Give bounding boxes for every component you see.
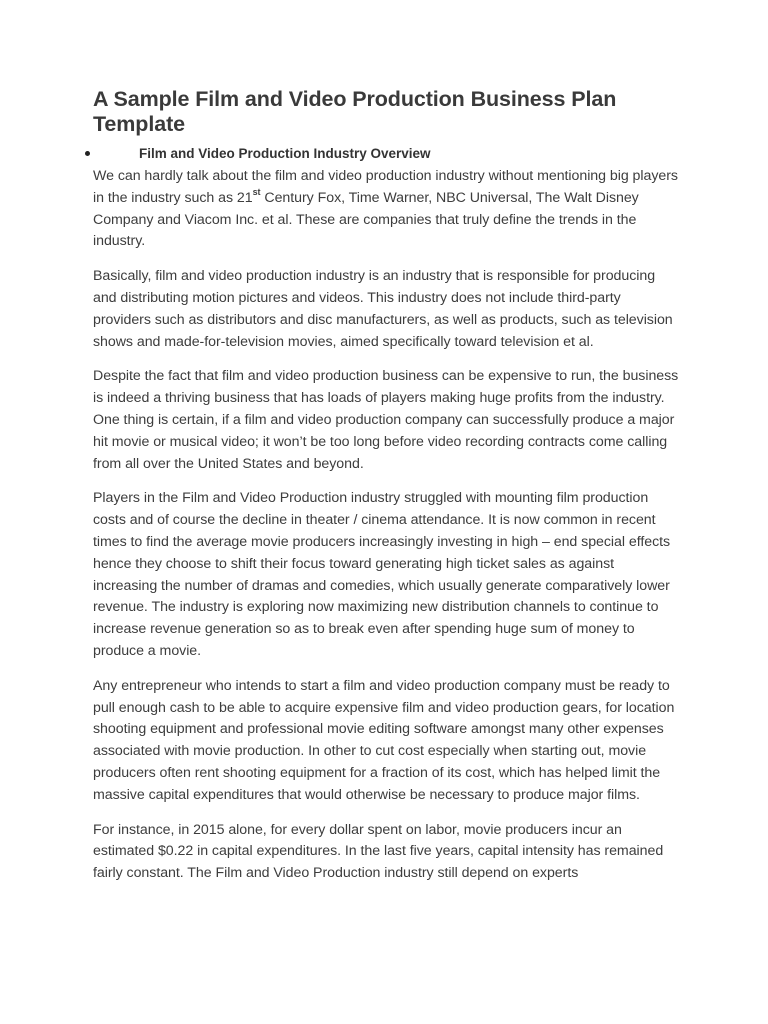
bullet-icon [85,151,90,156]
document-title: A Sample Film and Video Production Business Plan Template [93,87,617,136]
paragraph-3: Despite the fact that film and video production business can be expensive to run, the business is indeed a thriving business that has loads of players making huge profits from the industry. One thing is certain, if a film and video production company can successfully produce a major hit movie or musical video; it won’t be too long before video recording contracts come calling from all over the United States and beyond. [93,368,679,472]
section-bullet [93,144,679,164]
paragraph-6: For instance, in 2015 alone, for every dollar spent on labor, movie producers incur an estimated $0.22 in capital expenditures. In the last five years, capital intensity has remained fairly constant. The Film and Video Production industry still depend on experts [93,821,664,882]
paragraph-2: Basically, film and video production industry is an industry that is responsible for producing and distributing motion pictures and videos. This industry does not include third-party providers such as distributors and disc manufacturers, as well as products, such as television shows and made-for-television movies, aimed specifically toward television et al. [93,268,673,350]
section-heading: Film and Video Production Industry Overview [139,146,431,161]
paragraph-1-text-a: We can hardly talk about the film and video production industry without mentioning big players in the industry such as 21 [93,168,678,206]
paragraph-1-text-b: Century Fox, Time Warner, NBC Universal, The Walt Disney Company and Viacom Inc. et al. These are companies that truly define the trends in the industry. [93,189,639,250]
ordinal-suffix: st [252,187,261,198]
document-page [93,87,679,898]
paragraph-1 [93,166,679,253]
paragraph-5: Any entrepreneur who intends to start a film and video production company must be ready to pull enough cash to be able to acquire expensive film and video production gears, for location shooting equipment and professional movie editing software amongst many other expenses associated with movie production. In other to cut cost especially when starting out, movie producers often rent shooting equipment for a fraction of its cost, which has helped limit the massive capital expenditures that would otherwise be necessary to produce major films. [93,677,675,803]
paragraph-4: Players in the Film and Video Production industry struggled with mounting film production costs and of course the decline in theater / cinema attendance. It is now common in recent times to find the average movie producers increasingly investing in high – end special effects hence they choose to shift their focus toward generating high ticket sales as against increasing the number of dramas and comedies, which usually generate comparatively lower revenue. The industry is exploring now maximizing new distribution channels to continue to increase revenue generation so as to break even after spending huge sum of money to produce a movie. [93,490,671,659]
